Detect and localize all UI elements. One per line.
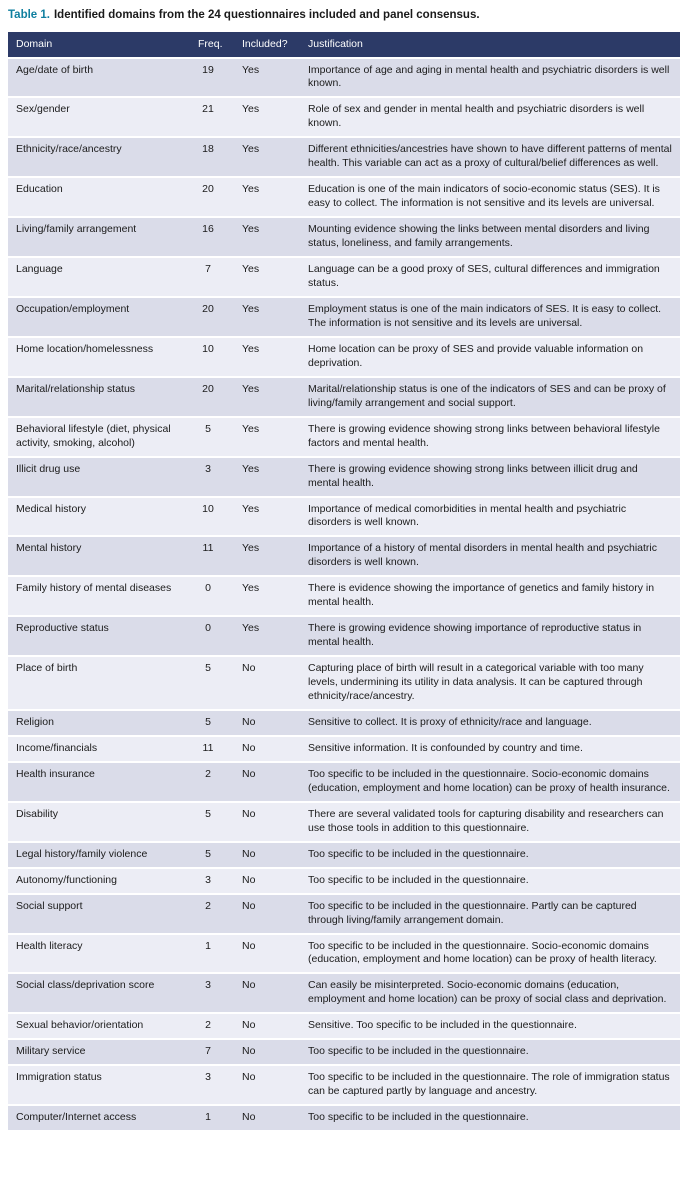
cell-justification: Importance of a history of mental disorders in mental health and psychiatric disorders is well known. xyxy=(300,537,680,575)
cell-included: No xyxy=(234,1106,300,1130)
cell-justification: There is growing evidence showing strong links between illicit drug and mental health. xyxy=(300,458,680,496)
cell-justification: Can easily be misinterpreted. Socio-economic domains (education, employment and home location) can be proxy of social class and deprivation. xyxy=(300,974,680,1012)
cell-domain: Age/date of birth xyxy=(8,59,190,97)
cell-domain: Marital/relationship status xyxy=(8,378,190,416)
cell-freq: 10 xyxy=(190,338,234,376)
table-header xyxy=(8,32,680,57)
cell-included: Yes xyxy=(234,218,300,256)
cell-freq: 5 xyxy=(190,803,234,841)
header-justification: Justification xyxy=(300,32,680,57)
cell-freq: 11 xyxy=(190,737,234,761)
table-row xyxy=(8,869,680,893)
cell-domain: Social support xyxy=(8,895,190,933)
table-row xyxy=(8,895,680,933)
table-row xyxy=(8,737,680,761)
cell-included: Yes xyxy=(234,258,300,296)
cell-justification: Too specific to be included in the questionnaire. Partly can be captured through living/family arrangement domain. xyxy=(300,895,680,933)
cell-domain: Sexual behavior/orientation xyxy=(8,1014,190,1038)
cell-included: Yes xyxy=(234,59,300,97)
cell-freq: 18 xyxy=(190,138,234,176)
table-row xyxy=(8,803,680,841)
cell-included: No xyxy=(234,737,300,761)
cell-freq: 5 xyxy=(190,843,234,867)
table-row xyxy=(8,1106,680,1130)
cell-included: No xyxy=(234,803,300,841)
table-row xyxy=(8,258,680,296)
cell-freq: 2 xyxy=(190,763,234,801)
cell-freq: 7 xyxy=(190,258,234,296)
table-row xyxy=(8,138,680,176)
cell-included: No xyxy=(234,1066,300,1104)
cell-domain: Family history of mental diseases xyxy=(8,577,190,615)
cell-justification: Capturing place of birth will result in a categorical variable with too many levels, undermining its utility in data analysis. It can be captured through ethnicity/race/ancestry. xyxy=(300,657,680,709)
cell-freq: 11 xyxy=(190,537,234,575)
table-row xyxy=(8,577,680,615)
cell-included: No xyxy=(234,869,300,893)
table-row xyxy=(8,218,680,256)
cell-justification: There is evidence showing the importance of genetics and family history in mental health. xyxy=(300,577,680,615)
table-row xyxy=(8,1066,680,1104)
cell-justification: Too specific to be included in the questionnaire. xyxy=(300,1106,680,1130)
cell-included: No xyxy=(234,1040,300,1064)
cell-domain: Income/financials xyxy=(8,737,190,761)
cell-freq: 3 xyxy=(190,974,234,1012)
cell-included: No xyxy=(234,1014,300,1038)
cell-justification: Role of sex and gender in mental health and psychiatric disorders is well known. xyxy=(300,98,680,136)
cell-justification: There is growing evidence showing strong links between behavioral lifestyle factors and mental health. xyxy=(300,418,680,456)
table-row xyxy=(8,59,680,97)
cell-included: No xyxy=(234,711,300,735)
table-row xyxy=(8,763,680,801)
cell-domain: Illicit drug use xyxy=(8,458,190,496)
cell-justification: Employment status is one of the main indicators of SES. It is easy to collect. The information is not sensitive and its levels are universal. xyxy=(300,298,680,336)
cell-freq: 20 xyxy=(190,378,234,416)
cell-domain: Immigration status xyxy=(8,1066,190,1104)
cell-included: Yes xyxy=(234,298,300,336)
cell-domain: Living/family arrangement xyxy=(8,218,190,256)
cell-freq: 5 xyxy=(190,657,234,709)
table-row xyxy=(8,711,680,735)
cell-justification: Education is one of the main indicators of socio-economic status (SES). It is easy to collect. The information is not sensitive and its levels are universal. xyxy=(300,178,680,216)
cell-included: Yes xyxy=(234,338,300,376)
cell-freq: 5 xyxy=(190,711,234,735)
table-row xyxy=(8,458,680,496)
cell-justification: There is growing evidence showing importance of reproductive status in mental health. xyxy=(300,617,680,655)
table-row xyxy=(8,617,680,655)
cell-freq: 1 xyxy=(190,935,234,973)
cell-domain: Place of birth xyxy=(8,657,190,709)
table-caption xyxy=(8,8,680,23)
cell-included: Yes xyxy=(234,617,300,655)
cell-freq: 7 xyxy=(190,1040,234,1064)
table-row xyxy=(8,418,680,456)
cell-freq: 0 xyxy=(190,577,234,615)
cell-justification: Language can be a good proxy of SES, cultural differences and immigration status. xyxy=(300,258,680,296)
header-freq: Freq. xyxy=(190,32,234,57)
cell-justification: Too specific to be included in the questionnaire. Socio-economic domains (education, employment and home location) can be proxy of health insurance. xyxy=(300,763,680,801)
cell-domain: Autonomy/functioning xyxy=(8,869,190,893)
cell-included: Yes xyxy=(234,537,300,575)
cell-included: No xyxy=(234,763,300,801)
cell-domain: Health insurance xyxy=(8,763,190,801)
cell-domain: Home location/homelessness xyxy=(8,338,190,376)
cell-justification: Mounting evidence showing the links between mental disorders and living status, loneliness, and family arrangements. xyxy=(300,218,680,256)
table-row xyxy=(8,843,680,867)
domains-table xyxy=(8,30,680,1132)
cell-domain: Sex/gender xyxy=(8,98,190,136)
cell-justification: Sensitive to collect. It is proxy of ethnicity/race and language. xyxy=(300,711,680,735)
cell-freq: 3 xyxy=(190,458,234,496)
cell-included: No xyxy=(234,843,300,867)
cell-justification: Sensitive information. It is confounded by country and time. xyxy=(300,737,680,761)
table-row xyxy=(8,974,680,1012)
header-domain: Domain xyxy=(8,32,190,57)
table-row xyxy=(8,378,680,416)
cell-freq: 2 xyxy=(190,895,234,933)
cell-included: Yes xyxy=(234,98,300,136)
table-row xyxy=(8,1040,680,1064)
cell-justification: Importance of medical comorbidities in mental health and psychiatric disorders is well known. xyxy=(300,498,680,536)
cell-domain: Occupation/employment xyxy=(8,298,190,336)
table-row xyxy=(8,657,680,709)
cell-included: Yes xyxy=(234,378,300,416)
cell-domain: Ethnicity/race/ancestry xyxy=(8,138,190,176)
table-row xyxy=(8,98,680,136)
cell-freq: 20 xyxy=(190,298,234,336)
cell-included: Yes xyxy=(234,498,300,536)
cell-justification: Too specific to be included in the questionnaire. xyxy=(300,1040,680,1064)
cell-justification: Importance of age and aging in mental health and psychiatric disorders is well known. xyxy=(300,59,680,97)
cell-included: Yes xyxy=(234,458,300,496)
cell-freq: 10 xyxy=(190,498,234,536)
cell-domain: Education xyxy=(8,178,190,216)
cell-domain: Mental history xyxy=(8,537,190,575)
table-row xyxy=(8,935,680,973)
cell-freq: 3 xyxy=(190,1066,234,1104)
table-caption-text: Identified domains from the 24 questionnaires included and panel consensus. xyxy=(53,9,480,21)
table-row xyxy=(8,537,680,575)
table-row xyxy=(8,1014,680,1038)
cell-domain: Medical history xyxy=(8,498,190,536)
cell-freq: 0 xyxy=(190,617,234,655)
cell-included: Yes xyxy=(234,138,300,176)
table-body xyxy=(8,59,680,1131)
cell-justification: Too specific to be included in the questionnaire. xyxy=(300,869,680,893)
cell-justification: Home location can be proxy of SES and provide valuable information on deprivation. xyxy=(300,338,680,376)
cell-justification: There are several validated tools for capturing disability and researchers can use those tools in addition to this questionnaire. xyxy=(300,803,680,841)
table-row xyxy=(8,298,680,336)
cell-freq: 1 xyxy=(190,1106,234,1130)
header-row xyxy=(8,32,680,57)
cell-justification: Marital/relationship status is one of the indicators of SES and can be proxy of living/family arrangement and social support. xyxy=(300,378,680,416)
table-caption-label: Table 1. xyxy=(8,9,50,21)
cell-included: No xyxy=(234,974,300,1012)
cell-domain: Social class/deprivation score xyxy=(8,974,190,1012)
cell-justification: Sensitive. Too specific to be included in the questionnaire. xyxy=(300,1014,680,1038)
cell-freq: 2 xyxy=(190,1014,234,1038)
cell-domain: Computer/Internet access xyxy=(8,1106,190,1130)
table-row xyxy=(8,498,680,536)
cell-freq: 21 xyxy=(190,98,234,136)
cell-domain: Military service xyxy=(8,1040,190,1064)
table-row xyxy=(8,338,680,376)
cell-freq: 20 xyxy=(190,178,234,216)
cell-domain: Reproductive status xyxy=(8,617,190,655)
cell-domain: Religion xyxy=(8,711,190,735)
header-included: Included? xyxy=(234,32,300,57)
cell-included: No xyxy=(234,657,300,709)
cell-freq: 5 xyxy=(190,418,234,456)
cell-justification: Too specific to be included in the questionnaire. The role of immigration status can be captured partly by language and ancestry. xyxy=(300,1066,680,1104)
cell-domain: Health literacy xyxy=(8,935,190,973)
cell-domain: Language xyxy=(8,258,190,296)
cell-domain: Behavioral lifestyle (diet, physical activity, smoking, alcohol) xyxy=(8,418,190,456)
cell-freq: 19 xyxy=(190,59,234,97)
cell-freq: 16 xyxy=(190,218,234,256)
cell-justification: Different ethnicities/ancestries have shown to have different patterns of mental health. This variable can act as a proxy of cultural/belief differences as well. xyxy=(300,138,680,176)
cell-included: Yes xyxy=(234,577,300,615)
cell-domain: Legal history/family violence xyxy=(8,843,190,867)
table-row xyxy=(8,178,680,216)
cell-justification: Too specific to be included in the questionnaire. xyxy=(300,843,680,867)
cell-included: No xyxy=(234,895,300,933)
cell-included: Yes xyxy=(234,178,300,216)
cell-included: No xyxy=(234,935,300,973)
cell-domain: Disability xyxy=(8,803,190,841)
cell-included: Yes xyxy=(234,418,300,456)
cell-justification: Too specific to be included in the questionnaire. Socio-economic domains (education, employment and home location) can be proxy of health literacy. xyxy=(300,935,680,973)
cell-freq: 3 xyxy=(190,869,234,893)
